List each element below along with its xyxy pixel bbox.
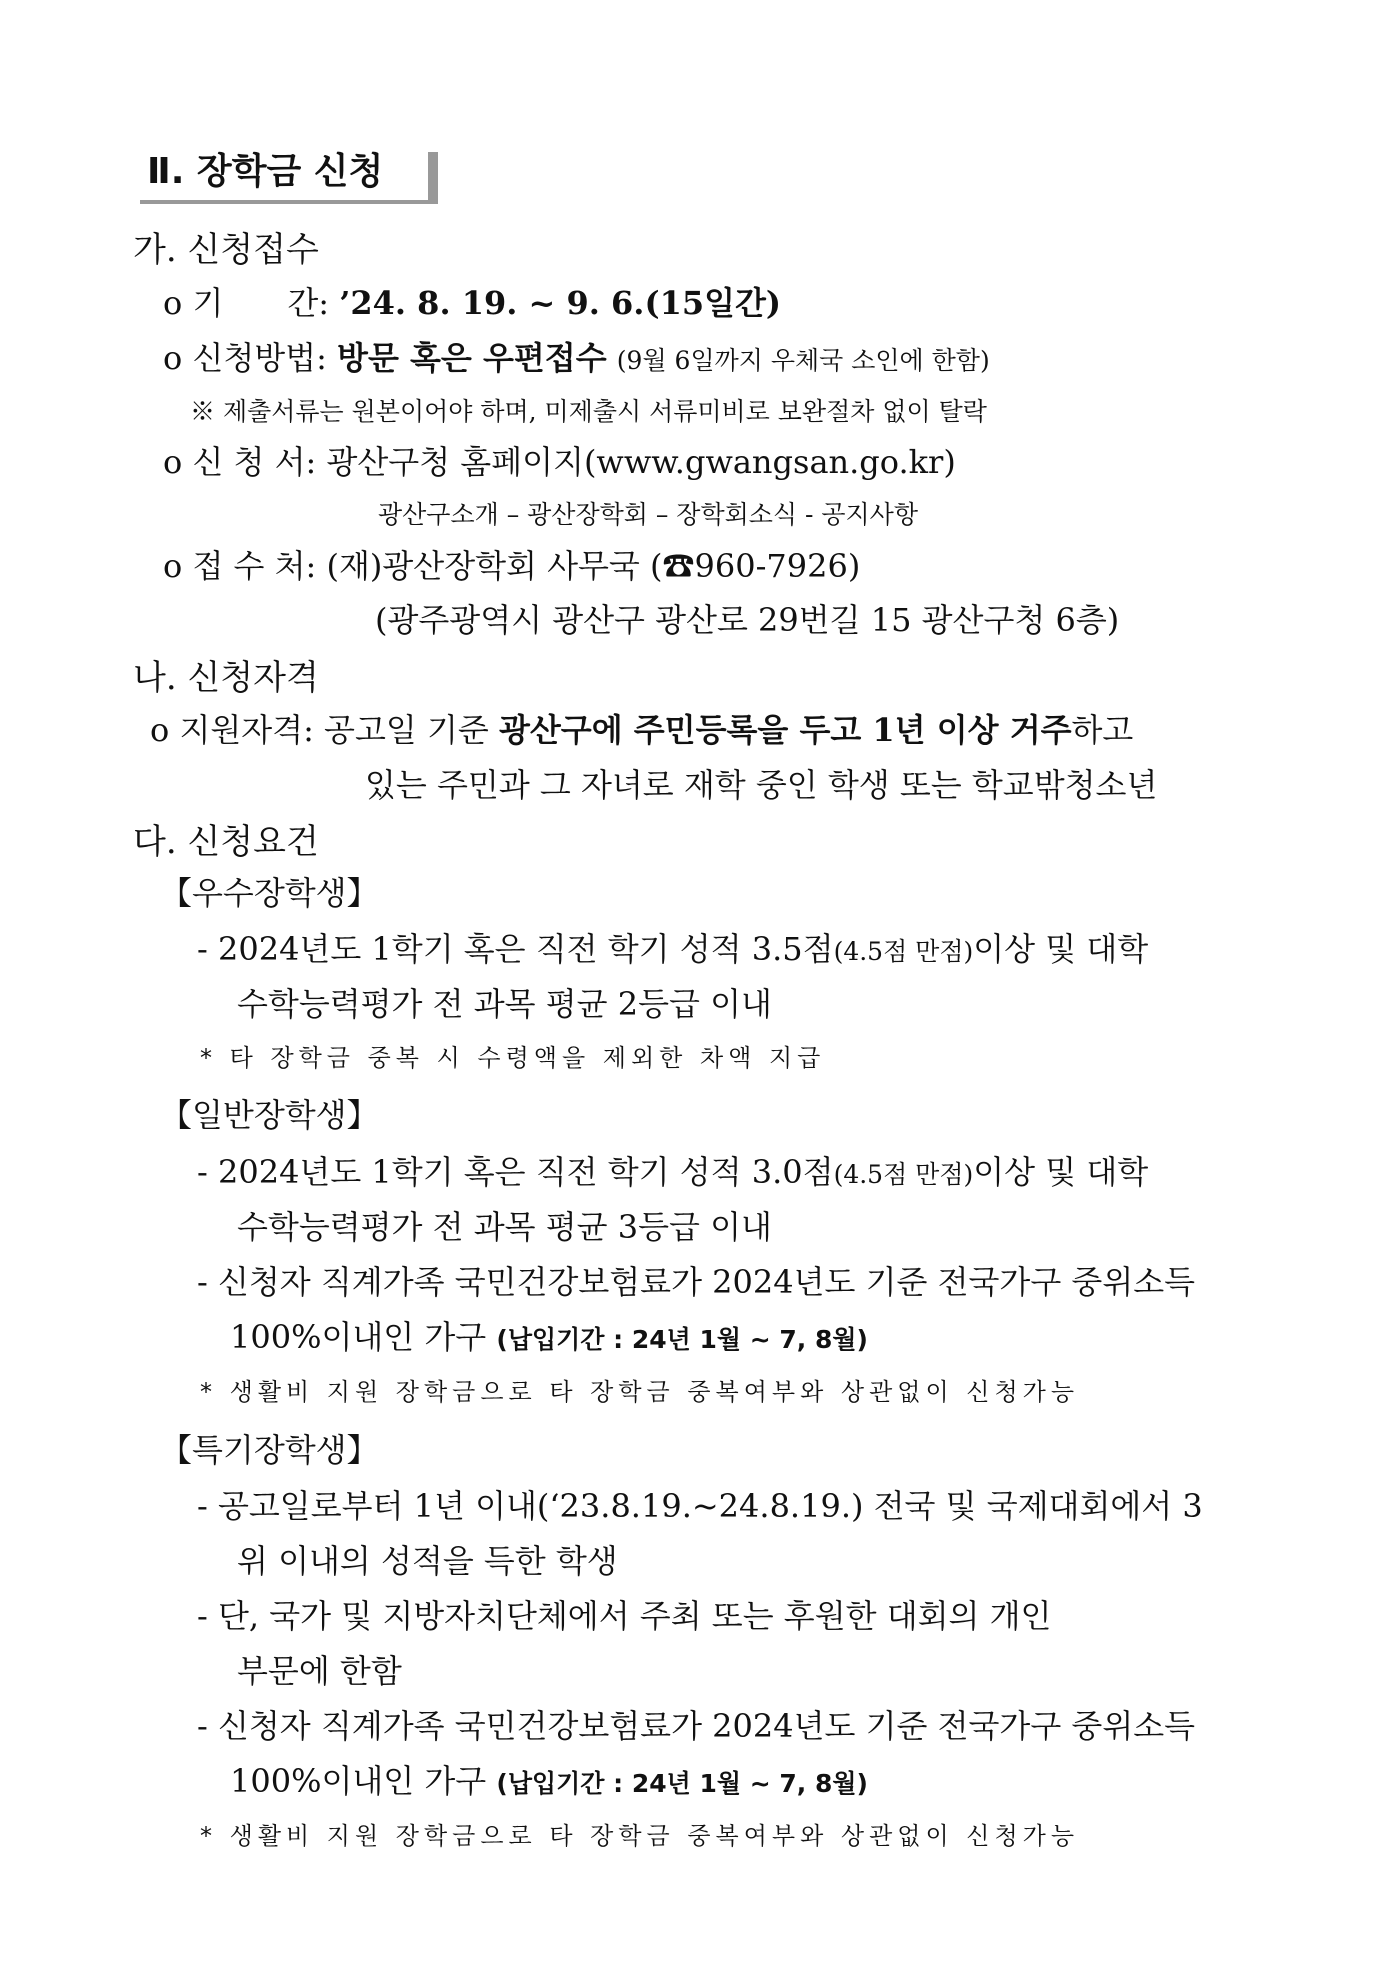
special-line-6-bold: (납입기간 : 24년 1월 ~ 7, 8월) [496,1769,868,1798]
office-label: o 접 수 처: [163,547,317,585]
special-line-6 [230,1756,868,1802]
excellent-title: 【우수장학생】 [160,874,379,912]
special-note: * 생활비 지원 장학금으로 타 장학금 중복여부와 상관없이 신청가능 [200,1822,1079,1850]
general-line-1b: (4.5점 만점) [833,1160,974,1189]
excellent-line-1a: - 2024년도 1학기 혹은 직전 학기 성적 3.5점 [197,930,834,968]
special-line-4: 부문에 한함 [237,1652,402,1690]
period-label: o 기 간: [163,284,330,322]
excellent-note: * 타 장학금 중복 시 수령액을 제외한 차액 지급 [200,1044,826,1072]
office-row [163,541,860,587]
excellent-line-2: 수학능력평가 전 과목 평균 2등급 이내 [237,985,772,1023]
general-line-4 [230,1312,868,1358]
office-address: (광주광역시 광산구 광산로 29번길 15 광산구청 6층) [375,601,1120,639]
special-line-3: - 단, 국가 및 지방자치단체에서 주최 또는 후원한 대회의 개인 [197,1597,1052,1635]
method-label: o 신청방법: [163,339,327,377]
heading-ga: 가. 신청접수 [133,230,319,270]
qualification-text-tail: 하고 [1071,711,1134,749]
excellent-line-1c: 이상 및 대학 [973,930,1149,968]
general-title: 【일반장학생】 [160,1096,379,1134]
special-title: 【특기장학생】 [160,1431,379,1469]
general-line-3: - 신청자 직계가족 국민건강보험료가 2024년도 기준 전국가구 중위소득 [197,1263,1196,1301]
qualification-text-2: 있는 주민과 그 자녀로 재학 중인 학생 또는 학교밖청소년 [365,766,1158,804]
section-title-shadow-bar [428,152,438,204]
general-line-1a: - 2024년도 1학기 혹은 직전 학기 성적 3.0점 [197,1153,834,1191]
general-line-1 [197,1147,1148,1193]
form-value: 광산구청 홈페이지(www.gwangsan.go.kr) [326,443,956,481]
general-line-4-text: 100%이내인 가구 [230,1318,487,1356]
excellent-line-1b: (4.5점 만점) [833,937,974,966]
method-value: 방문 혹은 우편접수 [337,339,607,377]
special-line-2: 위 이내의 성적을 득한 학생 [237,1542,618,1580]
heading-na: 나. 신청자격 [133,658,319,698]
period-value: ’24. 8. 19. ~ 9. 6.(15일간) [339,284,782,322]
qualification-label: o 지원자격: [150,711,314,749]
period-row [163,278,781,324]
method-row [163,333,990,379]
form-label: o 신 청 서: [163,443,317,481]
excellent-line-1 [197,924,1148,970]
special-line-1: - 공고일로부터 1년 이내(‘23.8.19.~24.8.19.) 전국 및 국제대회에서 3 [197,1487,1203,1525]
special-line-5: - 신청자 직계가족 국민건강보험료가 2024년도 기준 전국가구 중위소득 [197,1707,1196,1745]
docs-note: ※ 제출서류는 원본이어야 하며, 미제출시 서류미비로 보완절차 없이 탈락 [190,397,987,426]
method-note: (9월 6일까지 우체국 소인에 한함) [616,346,990,375]
qualification-text-bold: 광산구에 주민등록을 두고 1년 이상 거주 [498,711,1072,749]
heading-da: 다. 신청요건 [133,822,319,862]
section-title: Ⅱ. 장학금 신청 [147,151,384,192]
qualification-row [150,705,1133,751]
form-row [163,437,956,483]
general-line-1c: 이상 및 대학 [973,1153,1149,1191]
special-line-6-text: 100%이내인 가구 [230,1762,487,1800]
office-value: (재)광산장학회 사무국 (☎960-7926) [326,547,861,585]
general-note: * 생활비 지원 장학금으로 타 장학금 중복여부와 상관없이 신청가능 [200,1378,1079,1406]
general-line-4-bold: (납입기간 : 24년 1월 ~ 7, 8월) [496,1325,868,1354]
general-line-2: 수학능력평가 전 과목 평균 3등급 이내 [237,1208,772,1246]
qualification-text: 공고일 기준 [324,711,489,749]
form-path: 광산구소개 – 광산장학회 – 장학회소식 - 공지사항 [378,500,918,529]
